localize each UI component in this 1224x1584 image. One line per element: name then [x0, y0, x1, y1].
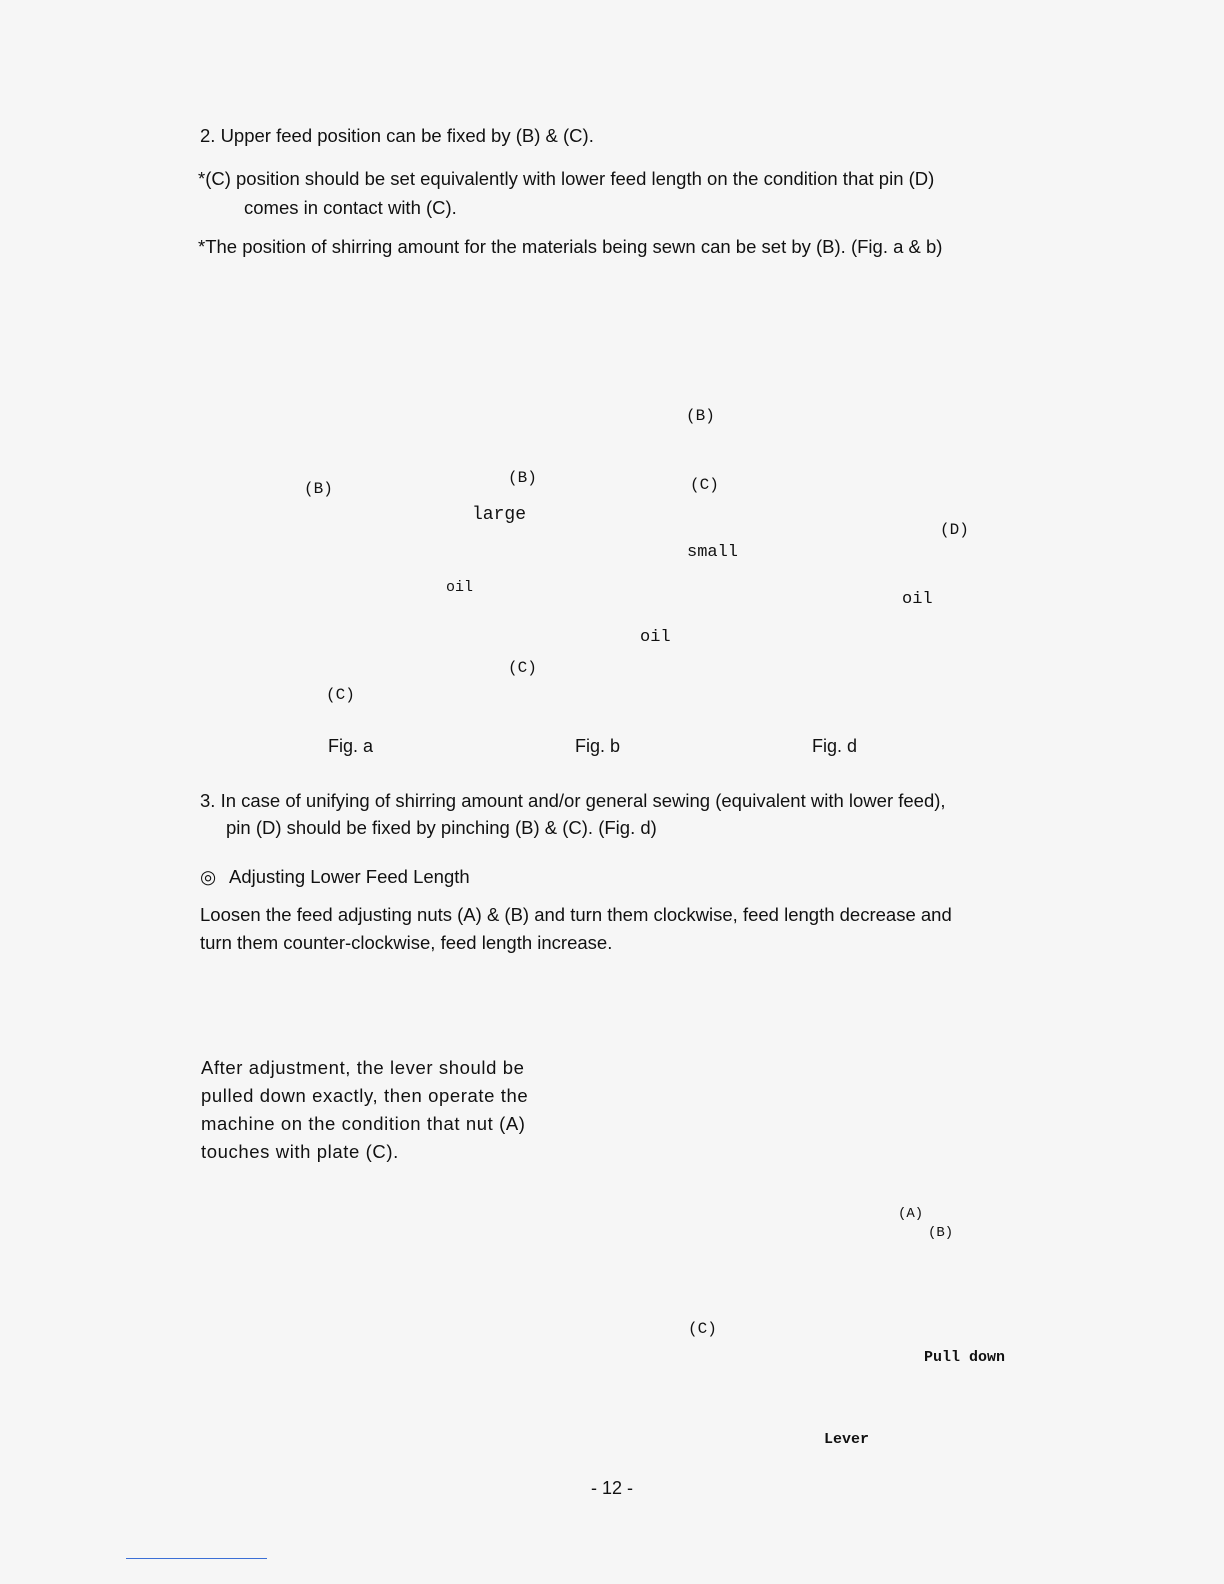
- fig-d-label-oil: oil: [902, 590, 933, 609]
- lower-label-b: (B): [928, 1225, 954, 1241]
- fig-b-label-c: (C): [508, 659, 537, 677]
- fig-b-caption: Fig. b: [575, 736, 621, 756]
- fig-a-label-oil: oil: [446, 579, 474, 596]
- step-3-line-2: pin (D) should be fixed by pinching (B) & (C). (Fig. d): [226, 817, 657, 838]
- fig-d-label-d: (D): [940, 521, 969, 539]
- section-symbol-icon: ◎: [200, 866, 217, 887]
- section-heading: Adjusting Lower Feed Length: [229, 866, 470, 887]
- fig-a-label-b: (B): [304, 480, 333, 498]
- adjust-line-1: Loosen the feed adjusting nuts (A) & (B) and turn them clockwise, feed length decrease and: [200, 904, 952, 925]
- after-line-1: After adjustment, the lever should be: [201, 1057, 525, 1078]
- note-c-line-2: comes in contact with (C).: [244, 197, 457, 218]
- footer-rule: [126, 1558, 267, 1559]
- after-adjustment-paragraph: [201, 1054, 573, 1166]
- note-b-text: *The position of shirring amount for the materials being sewn can be set by (B). (Fig. a & b): [198, 236, 943, 257]
- note-c-line-1: *(C) position should be set equivalently with lower feed length on the condition that pin (D): [198, 168, 935, 189]
- lower-label-a: (A): [898, 1206, 924, 1222]
- fig-b-label-small: small: [687, 543, 739, 562]
- after-line-4: touches with plate (C).: [201, 1141, 399, 1162]
- lower-label-pull-down: Pull down: [924, 1349, 1006, 1366]
- after-line-2: pulled down exactly, then operate the: [201, 1085, 529, 1106]
- step-2-text: 2. Upper feed position can be fixed by (B) & (C).: [200, 125, 594, 146]
- fig-b-label-oil: oil: [640, 628, 671, 647]
- after-line-3: machine on the condition that nut (A): [201, 1113, 526, 1134]
- page-number: - 12 -: [591, 1478, 634, 1498]
- fig-d-label-c: (C): [690, 476, 719, 494]
- adjust-line-2: turn them counter-clockwise, feed length increase.: [200, 932, 613, 953]
- step-3-line-1: 3. In case of unifying of shirring amount and/or general sewing (equivalent with lower feed),: [200, 790, 946, 811]
- fig-d-label-b: (B): [686, 407, 715, 425]
- fig-a-label-c: (C): [326, 686, 355, 704]
- fig-a-label-large: large: [472, 505, 527, 525]
- fig-a-caption: Fig. a: [328, 736, 374, 756]
- lower-label-lever: Lever: [824, 1431, 870, 1448]
- fig-d-caption: Fig. d: [812, 736, 858, 756]
- fig-b-label-b: (B): [508, 469, 537, 487]
- lower-label-c: (C): [688, 1320, 717, 1338]
